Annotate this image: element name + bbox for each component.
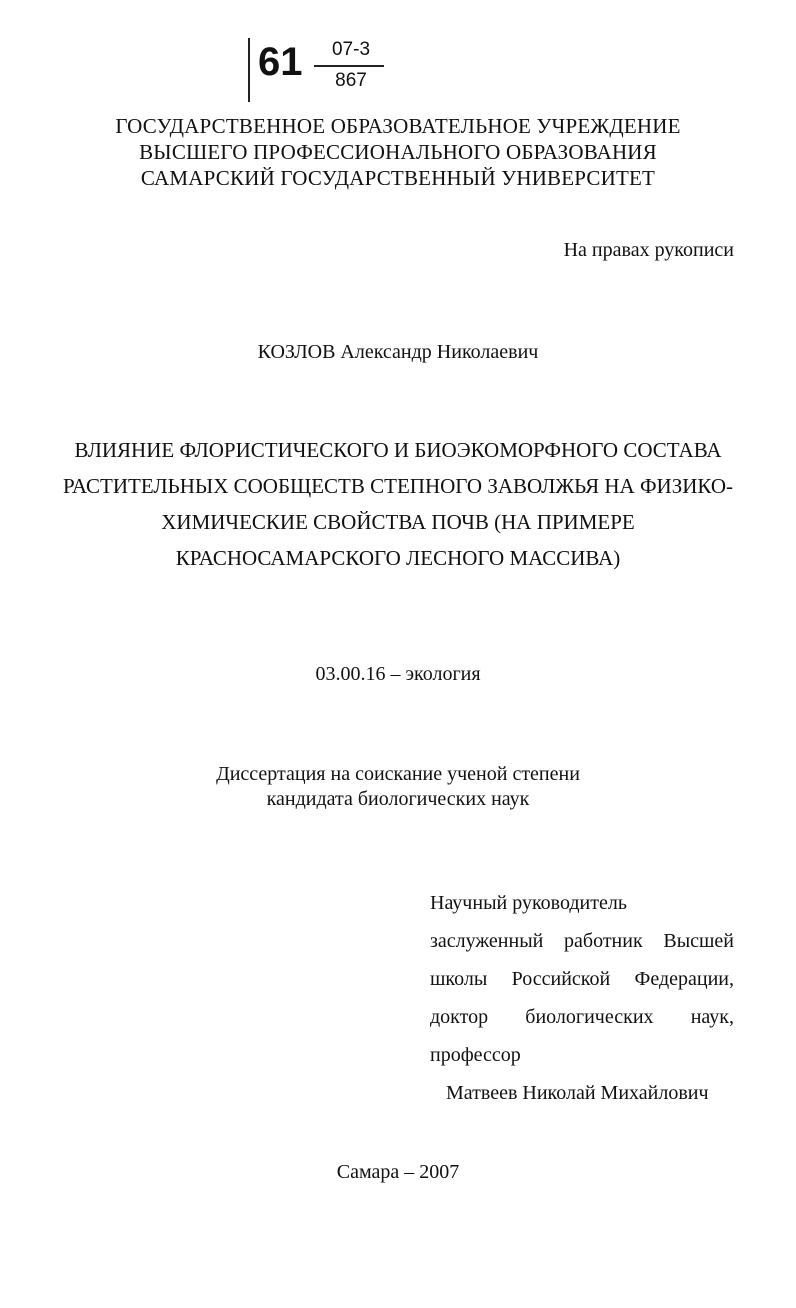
advisor-name: Матвеев Николай Михайлович <box>446 1082 709 1104</box>
advisor-line: школы Российской Федерации, <box>430 968 734 990</box>
dissertation-type <box>0 762 796 812</box>
advisor-position: профессор <box>430 1044 521 1066</box>
institution-header <box>0 113 796 191</box>
dissertation-title <box>0 432 796 576</box>
title-line: РАСТИТЕЛЬНЫХ СООБЩЕСТВ СТЕПНОГО ЗАВОЛЖЬЯ НА ФИЗИКО- <box>62 474 734 498</box>
rights-note: На правах рукописи <box>563 239 734 261</box>
dissertation-line: кандидата биологических наук <box>266 788 530 810</box>
institution-line: САМАРСКИЙ ГОСУДАРСТВЕННЫЙ УНИВЕРСИТЕТ <box>140 166 656 190</box>
stamp-bar <box>248 38 250 102</box>
advisor-block <box>430 884 734 1112</box>
archive-stamp <box>248 38 398 108</box>
author-name: КОЗЛОВ Александр Николаевич <box>257 341 539 363</box>
advisor-line: заслуженный работник Высшей <box>430 930 734 952</box>
stamp-top: 07-3 <box>331 39 371 60</box>
specialty-code: 03.00.16 – экология <box>315 663 481 685</box>
stamp-bottom: 867 <box>335 70 367 91</box>
advisor-label: Научный руководитель <box>430 892 627 914</box>
stamp-fraction-line <box>314 65 384 67</box>
advisor-line: доктор биологических наук, <box>430 1006 734 1028</box>
institution-line: ГОСУДАРСТВЕННОЕ ОБРАЗОВАТЕЛЬНОЕ УЧРЕЖДЕНИЕ <box>115 114 681 138</box>
title-line: КРАСНОСАМАРСКОГО ЛЕСНОГО МАССИВА) <box>175 546 621 570</box>
city-year: Самара – 2007 <box>336 1161 460 1183</box>
dissertation-line: Диссертация на соискание ученой степени <box>216 763 580 785</box>
title-line: ХИМИЧЕСКИЕ СВОЙСТВА ПОЧВ (НА ПРИМЕРЕ <box>161 510 635 534</box>
title-line: ВЛИЯНИЕ ФЛОРИСТИЧЕСКОГО И БИОЭКОМОРФНОГО СОСТАВА <box>74 438 722 462</box>
stamp-number: 61 <box>258 40 303 84</box>
institution-line: ВЫСШЕГО ПРОФЕССИОНАЛЬНОГО ОБРАЗОВАНИЯ <box>139 140 657 164</box>
